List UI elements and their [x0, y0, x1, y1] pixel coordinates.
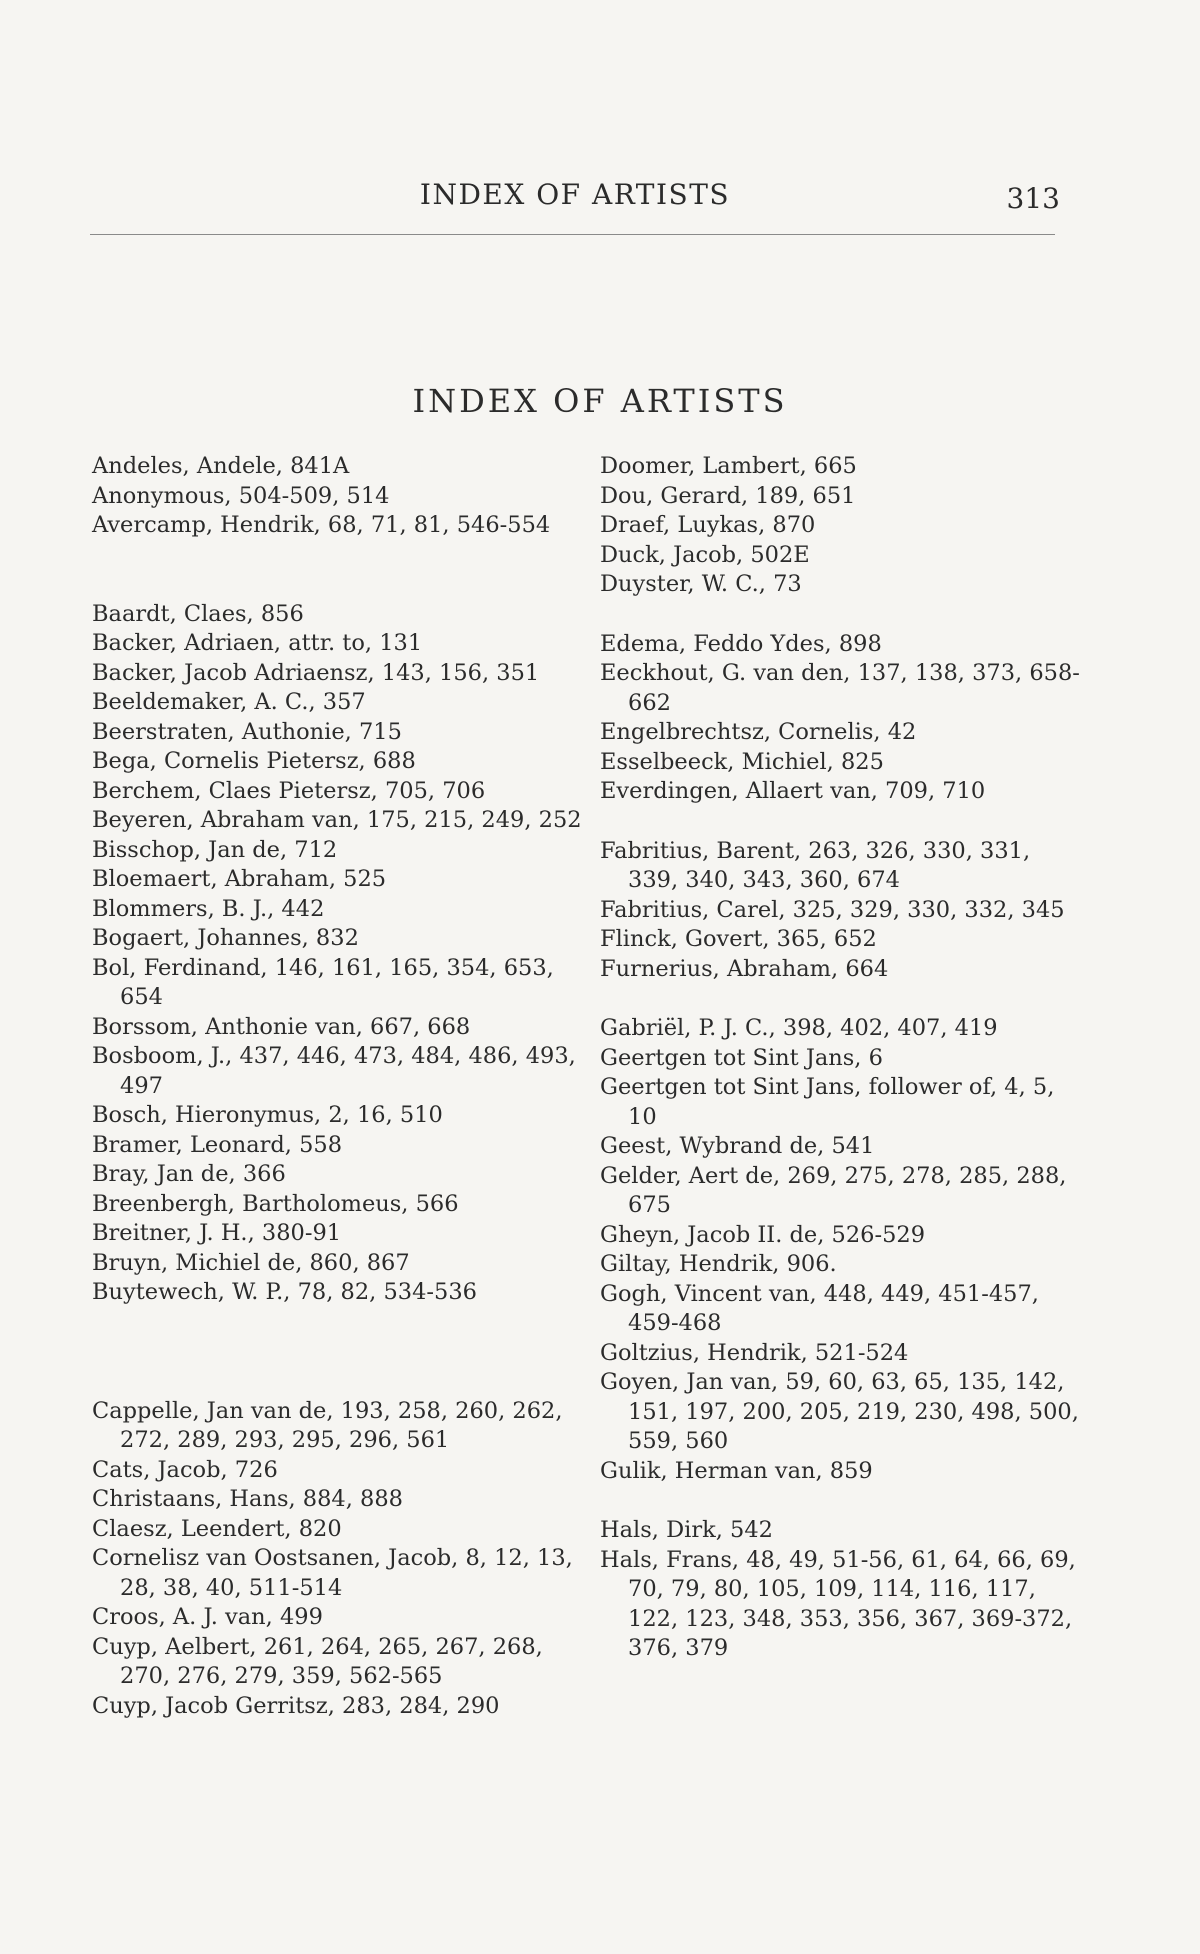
index-entry: Doomer, Lambert, 665 — [600, 453, 857, 479]
page-number: 313 — [1006, 182, 1060, 215]
index-entry: Blommers, B. J., 442 — [92, 895, 325, 922]
index-entry: Engelbrechtsz, Cornelis, 42 — [600, 719, 917, 745]
index-entry: Duck, Jacob, 502E — [600, 541, 810, 568]
index-entry: Bosch, Hieronymus, 2, 16, 510 — [92, 1102, 443, 1128]
index-entry: Geertgen tot Sint Jans, follower of, 4, 5, 10 — [600, 1074, 1055, 1130]
index-letter-group-h — [600, 1516, 1080, 1664]
index-entry: Breitner, J. H., 380-91 — [92, 1220, 342, 1246]
index-entry: Buytewech, W. P., 78, 82, 534-536 — [92, 1279, 477, 1305]
index-letter-group-c — [92, 1397, 592, 1722]
index-entry: Everdingen, Allaert van, 709, 710 — [600, 778, 986, 804]
index-entry: Bosboom, J., 437, 446, 473, 484, 486, 493, 497 — [92, 1043, 576, 1099]
index-letter-group-e — [600, 630, 1080, 807]
index-entry: Andeles, Andele, 841A — [92, 453, 350, 479]
index-entry: Fabritius, Carel, 325, 329, 330, 332, 345 — [600, 896, 1065, 923]
index-letter-group-g — [600, 1014, 1080, 1486]
index-entry: Gheyn, Jacob II. de, 526-529 — [600, 1221, 926, 1248]
index-entry: Cats, Jacob, 726 — [92, 1456, 278, 1483]
index-entry: Bramer, Leonard, 558 — [92, 1131, 343, 1158]
index-entry: Claesz, Leendert, 820 — [92, 1515, 342, 1542]
index-entry: Flinck, Govert, 365, 652 — [600, 926, 877, 952]
running-head — [90, 178, 1060, 218]
index-entry: Hals, Frans, 48, 49, 51-56, 61, 64, 66, 69, 70, 79, 80, 105, 109, 114, 116, 117, 122, 123, 348, 353, 356, 367, 369-372, 376, 379 — [600, 1546, 1076, 1661]
index-entry: Beeldemaker, A. C., 357 — [92, 689, 366, 715]
index-entry: Christaans, Hans, 884, 888 — [92, 1486, 403, 1512]
index-entry: Bruyn, Michiel de, 860, 867 — [92, 1249, 410, 1276]
index-entry: Duyster, W. C., 73 — [600, 571, 802, 597]
index-entry: Edema, Feddo Ydes, 898 — [600, 630, 882, 657]
index-entry: Baardt, Claes, 856 — [92, 600, 304, 627]
index-entry: Bogaert, Johannes, 832 — [92, 925, 359, 951]
index-entry: Cornelisz van Oostsanen, Jacob, 8, 12, 13, 28, 38, 40, 511-514 — [92, 1545, 573, 1601]
index-entry: Bega, Cornelis Pietersz, 688 — [92, 748, 416, 774]
index-entry: Gogh, Vincent van, 448, 449, 451-457, 459-468 — [600, 1280, 1039, 1336]
index-entry: Backer, Jacob Adriaensz, 143, 156, 351 — [92, 659, 540, 686]
index-entry: Hals, Dirk, 542 — [600, 1517, 773, 1543]
index-column-right — [600, 452, 1080, 1664]
index-entry: Geertgen tot Sint Jans, 6 — [600, 1044, 883, 1071]
index-entry: Bray, Jan de, 366 — [92, 1161, 286, 1187]
index-entry: Avercamp, Hendrik, 68, 71, 81, 546-554 — [92, 512, 551, 538]
index-entry: Geest, Wybrand de, 541 — [600, 1133, 875, 1159]
index-entry: Anonymous, 504-509, 514 — [92, 482, 390, 509]
running-head-title: INDEX OF ARTISTS — [419, 178, 731, 211]
index-entry: Goltzius, Hendrik, 521-524 — [600, 1339, 909, 1366]
index-letter-group-b — [92, 600, 592, 1308]
index-letter-group-f — [600, 837, 1080, 985]
index-entry: Borssom, Anthonie van, 667, 668 — [92, 1013, 471, 1040]
index-entry: Dou, Gerard, 189, 651 — [600, 482, 856, 509]
index-entry: Giltay, Hendrik, 906. — [600, 1251, 837, 1277]
index-entry: Beyeren, Abraham van, 175, 215, 249, 252 — [92, 807, 582, 833]
index-entry: Furnerius, Abraham, 664 — [600, 955, 889, 982]
index-entry: Breenbergh, Bartholomeus, 566 — [92, 1190, 459, 1217]
index-entry: Gabriël, P. J. C., 398, 402, 407, 419 — [600, 1015, 998, 1041]
index-letter-group-d — [600, 452, 1080, 600]
index-entry: Goyen, Jan van, 59, 60, 63, 65, 135, 142, 151, 197, 200, 205, 219, 230, 498, 500, 559, 560 — [600, 1369, 1079, 1454]
index-entry: Backer, Adriaen, attr. to, 131 — [92, 630, 423, 656]
index-entry: Croos, A. J. van, 499 — [92, 1604, 323, 1630]
index-entry: Cappelle, Jan van de, 193, 258, 260, 262, 272, 289, 293, 295, 296, 561 — [92, 1397, 563, 1453]
index-entry: Gelder, Aert de, 269, 275, 278, 285, 288, 675 — [600, 1162, 1067, 1218]
index-entry: Eeckhout, G. van den, 137, 138, 373, 658-662 — [600, 660, 1080, 716]
index-letter-group-a — [92, 452, 592, 541]
header-rule — [90, 234, 1055, 235]
index-column-left — [92, 452, 592, 1721]
index-entry: Draef, Luykas, 870 — [600, 512, 816, 538]
index-entry: Beerstraten, Authonie, 715 — [92, 718, 402, 745]
index-entry: Bol, Ferdinand, 146, 161, 165, 354, 653, 654 — [92, 954, 554, 1010]
index-entry: Gulik, Herman van, 859 — [600, 1457, 873, 1484]
index-entry: Esselbeeck, Michiel, 825 — [600, 748, 884, 775]
index-entry: Cuyp, Aelbert, 261, 264, 265, 267, 268, 270, 276, 279, 359, 562-565 — [92, 1633, 543, 1689]
index-entry: Berchem, Claes Pietersz, 705, 706 — [92, 777, 486, 804]
index-entry: Bisschop, Jan de, 712 — [92, 836, 338, 863]
index-entry: Fabritius, Barent, 263, 326, 330, 331, 339, 340, 343, 360, 674 — [600, 837, 1031, 893]
index-entry: Cuyp, Jacob Gerritsz, 283, 284, 290 — [92, 1692, 500, 1719]
index-title: INDEX OF ARTISTS — [412, 382, 788, 420]
index-entry: Bloemaert, Abraham, 525 — [92, 866, 387, 892]
